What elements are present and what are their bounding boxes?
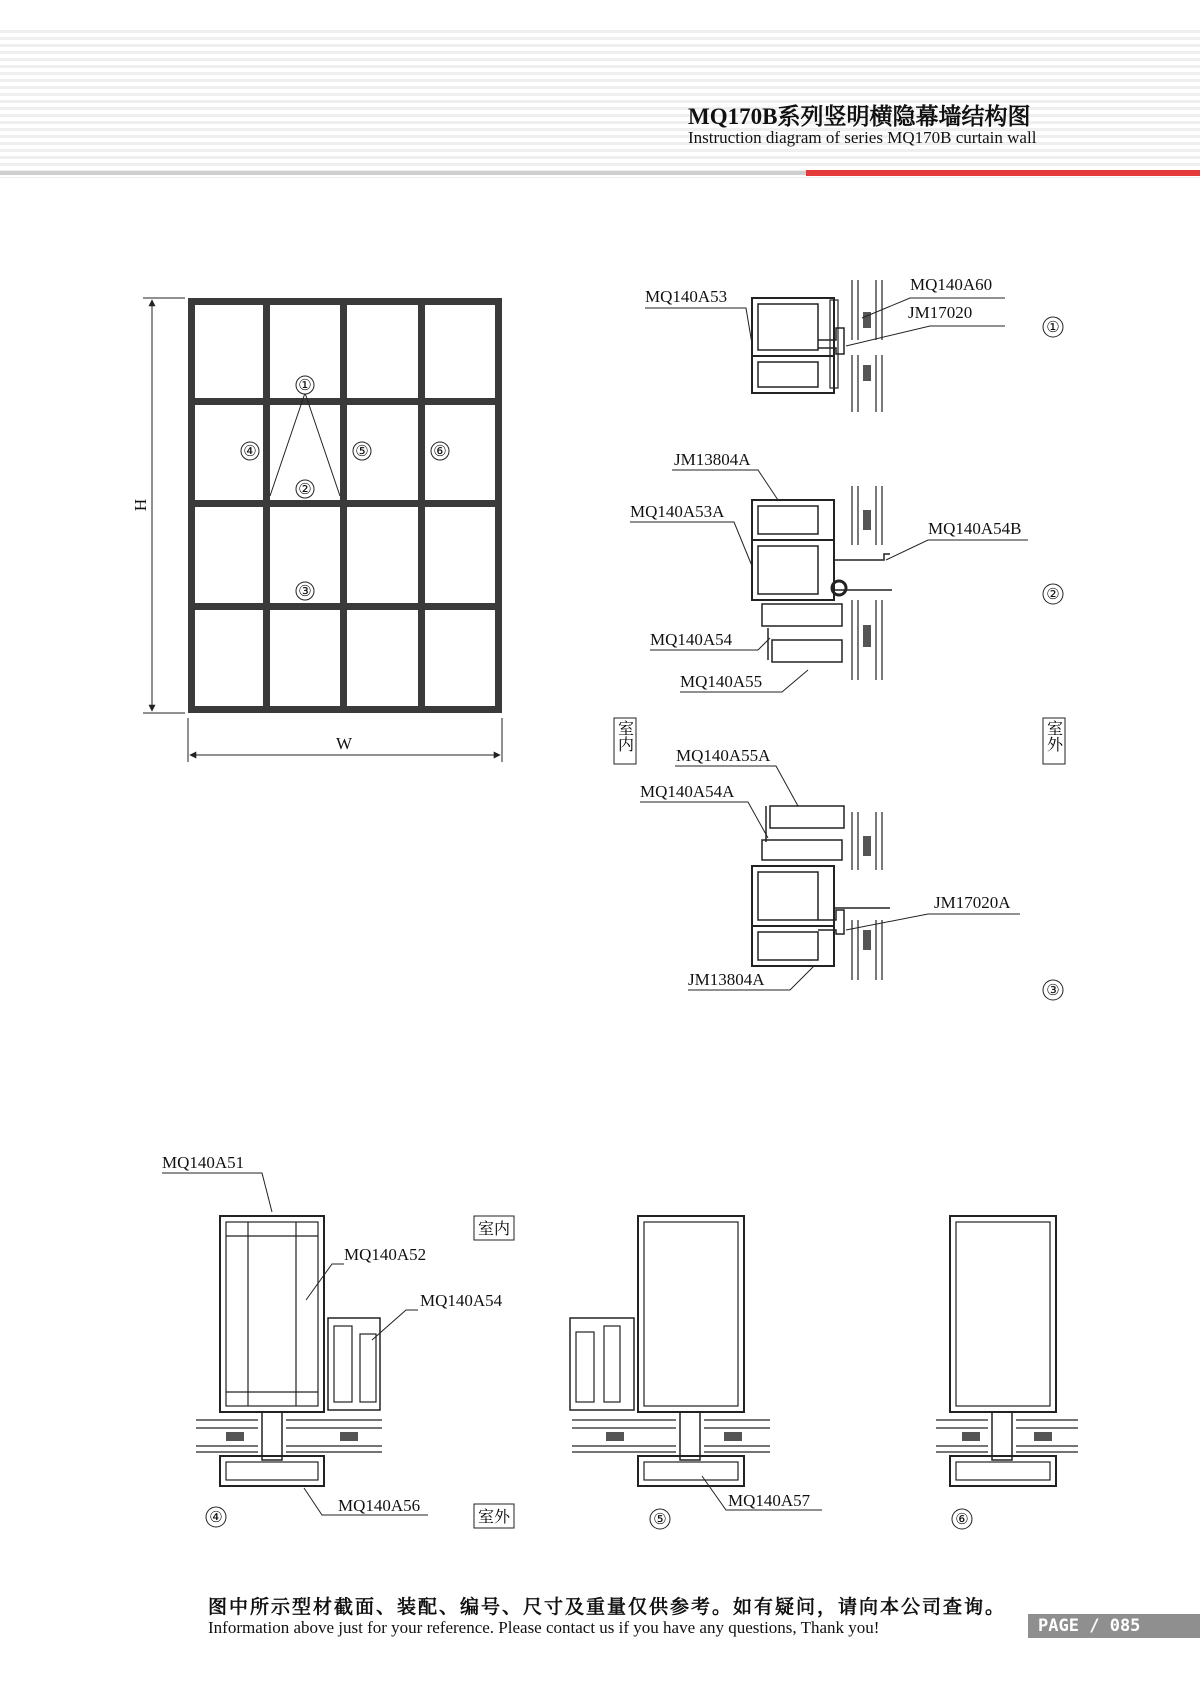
outdoor-label: 室外 [1044, 720, 1064, 752]
s5-label-mq140a57: MQ140A57 [728, 1491, 811, 1510]
elev-marker-4: ④ [243, 444, 257, 460]
s5-marker: ⑤ [653, 1512, 667, 1528]
s4-outdoor-label: 室外 [477, 1507, 511, 1526]
s2-label-jm13804a: JM13804A [674, 450, 751, 469]
s4-label-mq140a56: MQ140A56 [338, 1496, 421, 1515]
s1-label-mq140a60: MQ140A60 [910, 275, 993, 294]
elev-marker-6: ⑥ [433, 444, 447, 460]
s4-marker: ④ [209, 1510, 223, 1526]
footer-note-zh: 图中所示型材截面、装配、编号、尺寸及重量仅供参考。如有疑问，请向本公司查询。 [208, 1596, 1007, 1618]
s1-label-jm17020: JM17020 [908, 303, 973, 322]
width-label: W [335, 734, 353, 753]
footer-note-en: Information above just for your reference. Please contact us if you have any questions, Thank you! [208, 1618, 880, 1637]
elev-marker-1: ① [298, 378, 312, 394]
s3-label-jm17020a: JM17020A [934, 893, 1011, 912]
section-5 [570, 1216, 822, 1510]
s3-label-mq140a54a: MQ140A54A [640, 782, 735, 801]
s2-label-mq140a53a: MQ140A53A [630, 502, 725, 521]
s3-label-jm13804a: JM13804A [688, 970, 765, 989]
page-number: 085 [1109, 1616, 1141, 1636]
s2-label-mq140a54b: MQ140A54B [928, 519, 1022, 538]
s6-marker: ⑥ [955, 1512, 969, 1528]
elev-marker-5: ⑤ [355, 444, 369, 460]
elev-marker-3: ③ [298, 584, 312, 600]
s1-marker: ① [1046, 320, 1060, 336]
s2-label-mq140a55: MQ140A55 [680, 672, 763, 691]
page-title-zh: MQ170B系列竖明横隐幕墙结构图 [688, 104, 1031, 129]
section-6 [936, 1216, 1078, 1486]
elevation-view [131, 298, 502, 762]
s1-label-mq140a53: MQ140A53 [645, 287, 728, 306]
indoor-label: 室内 [615, 720, 635, 752]
elevation-frame [188, 298, 502, 713]
page-badge [1028, 1614, 1200, 1638]
s2-label-mq140a54: MQ140A54 [650, 630, 733, 649]
page-label: PAGE [1038, 1616, 1079, 1636]
elev-marker-2: ② [298, 482, 312, 498]
s3-label-mq140a55a: MQ140A55A [676, 746, 771, 765]
s3-marker: ③ [1046, 983, 1060, 999]
height-label: H [131, 498, 150, 512]
page-title-en: Instruction diagram of series MQ170B curtain wall [688, 128, 1037, 147]
s2-marker: ② [1046, 587, 1060, 603]
s4-label-mq140a52: MQ140A52 [344, 1245, 427, 1264]
page-separator: / [1089, 1616, 1100, 1636]
s4-label-mq140a51: MQ140A51 [162, 1153, 245, 1172]
s4-indoor-label: 室内 [477, 1219, 511, 1238]
s4-label-mq140a54: MQ140A54 [420, 1291, 503, 1310]
section-4 [162, 1173, 428, 1515]
